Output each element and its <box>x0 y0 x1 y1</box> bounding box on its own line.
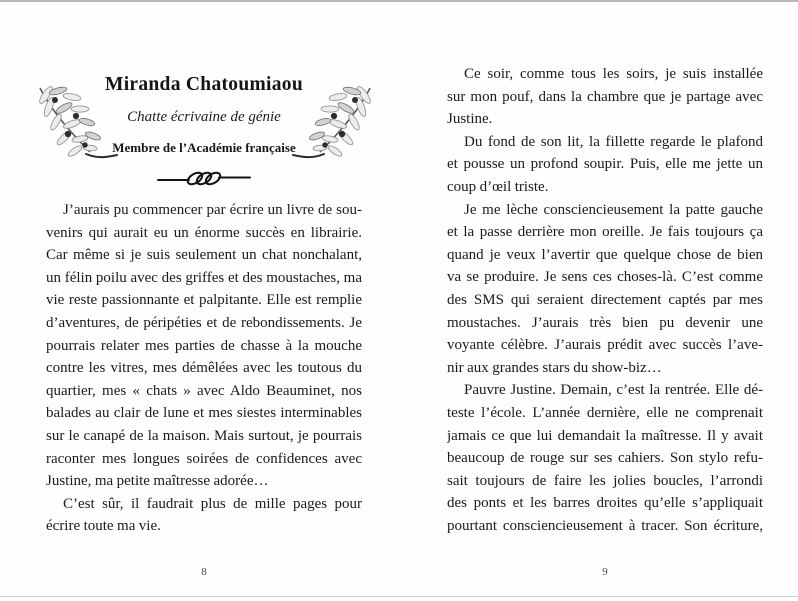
page-number-right: 9 <box>602 566 608 578</box>
text-line: beaucoup de rouge sur ses cahiers. Son stylo refu- <box>447 450 763 467</box>
page-text-right <box>447 63 763 537</box>
page-affiliation: Membre de l’Académie française <box>112 140 296 155</box>
text-line: un félin poilu avec des griffes et des moustaches, ma <box>46 269 362 286</box>
page-subtitle: Chatte écrivaine de génie <box>127 109 281 125</box>
text-line: coup d’œil triste. <box>447 178 549 195</box>
text-line: raconter mes longues soirées de confidences avec <box>46 450 362 467</box>
text-line: contre les vitres, mes démêlées avec les toutous du <box>46 360 362 377</box>
text-line: teste l’école. L’année dernière, elle ne comprenait <box>447 404 763 421</box>
text-line: va se produire. Je sens ces choses-là. C’est comme <box>447 269 763 286</box>
text-line: voyante célèbre. J’aurais prédit avec succès l’ave- <box>447 337 763 354</box>
text-line: écrire toute ma vie. <box>46 518 161 535</box>
page-title: Miranda Chatoumiaou <box>104 74 303 95</box>
text-line: d’aventures, de péripéties et de rebondissements. Je <box>46 314 362 331</box>
text-line: sait toujours de faire les jolies boucles, l’arrondi <box>447 472 763 489</box>
page-text-left <box>46 199 362 538</box>
text-line: C’est sûr, il faudrait plus de mille pages pour <box>63 495 362 512</box>
text-line: vie reste passionnante et palpitante. Elle est remplie <box>46 292 362 309</box>
chapter-header <box>46 74 362 156</box>
page-right <box>399 0 798 601</box>
text-line: des SMS qui seraient directement captés par mes <box>447 291 763 308</box>
text-line: Car même si je suis seulement un chat nonchalant, <box>46 247 362 264</box>
text-line: Du fond de son lit, la fillette regarde le plafond <box>464 133 763 150</box>
text-line: quand je veux l’avertir que quelque chose de bien <box>447 246 763 263</box>
text-line: venirs qui aurait eu un énorme succès en librairie. <box>46 224 362 241</box>
text-line: et la passe derrière mon oreille. Je fais toujours ça <box>447 224 763 241</box>
text-line: Je me lèche consciencieusement la patte gauche <box>464 201 763 218</box>
text-line: quartier, mes « chats » avec Aldo Beauminet, nos <box>46 382 362 399</box>
text-line: nir aux grandes stars du show-biz… <box>447 359 662 376</box>
page-number-left: 8 <box>201 566 207 578</box>
text-line: J’aurais pu commencer par écrire un livre de sou- <box>63 202 362 218</box>
text-line: sur mon pouf, dans la chambre que je partage avec <box>447 88 763 105</box>
text-line: des ponts et les barres droites qu’elle s’appliquait <box>447 495 763 512</box>
text-line: sur le canapé de la maison. Mais surtout, je pourrais <box>46 427 362 444</box>
rope-twist-divider-icon <box>156 167 252 189</box>
text-line: jamais ce que lui demandait la maîtresse. Il y avait <box>447 427 763 444</box>
text-line: Ce soir, comme tous les soirs, je suis installée <box>464 66 763 82</box>
text-line: pourtant consciencieusement à tracer. Son écriture, <box>447 517 763 534</box>
text-line: et pousse un profond soupir. Puis, elle me jette un <box>447 156 763 173</box>
text-line: Justine. <box>447 111 493 128</box>
text-line: balades au clair de lune et mes siestes interminables <box>46 405 362 422</box>
text-line: pourrais relater mes parties de chasse à la mouche <box>46 337 362 354</box>
text-line: Justine, ma petite maîtresse adorée… <box>46 473 269 490</box>
text-line: moustaches. J’aurais très bien pu devenir une <box>447 314 763 331</box>
text-line: Pauvre Justine. Demain, c’est la rentrée. Elle dé- <box>464 382 763 399</box>
